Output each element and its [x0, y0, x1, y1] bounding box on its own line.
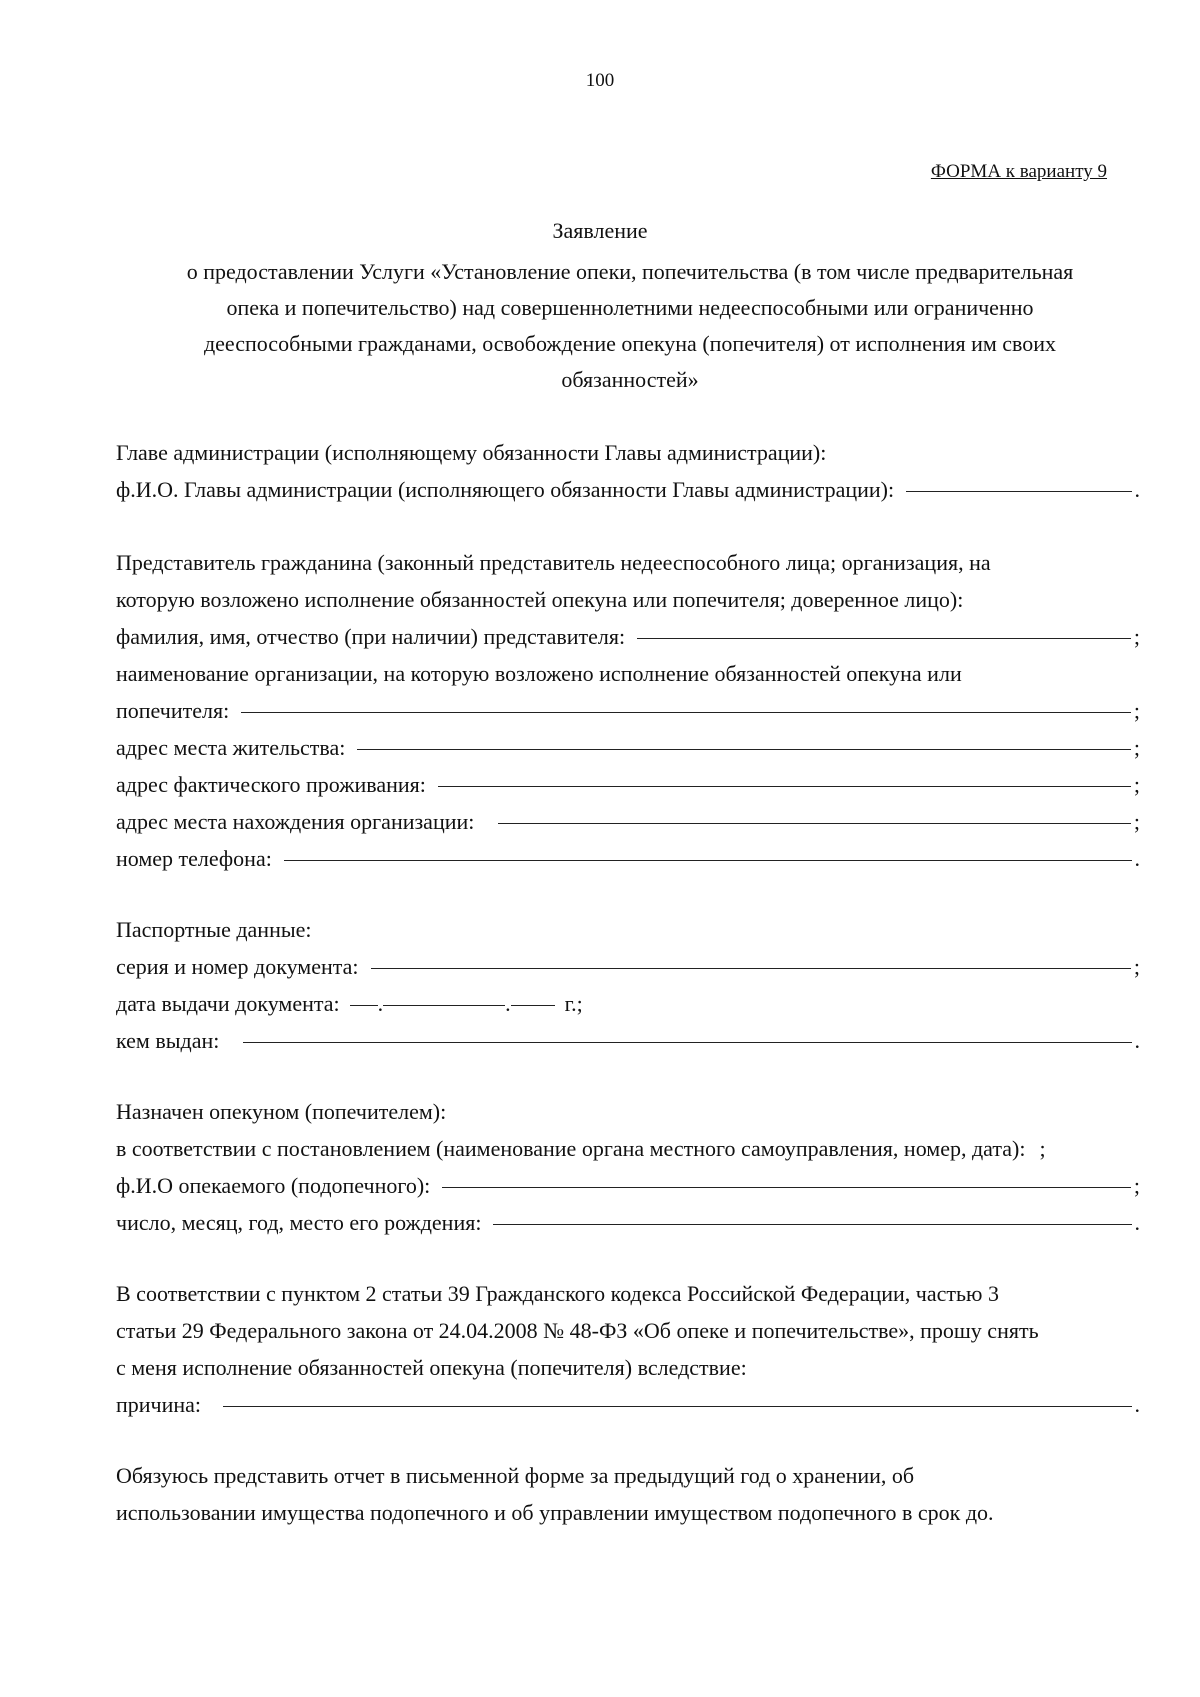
page-number: 100 [585, 70, 615, 91]
subtitle-line: о предоставлении Услуги «Установление опеки, попечительства (в том числе предварительная [186, 259, 1074, 284]
organization-address-field[interactable] [498, 823, 1130, 824]
subtitle-line: дееспособными гражданами, освобождение опекуна (попечителя) от исполнения им своих [203, 331, 1057, 356]
organization-label-line: наименование организации, на которую возложено исполнение обязанностей опекуна или [116, 661, 962, 686]
birth-line: число, месяц, год, место его рождения: . [116, 1210, 1140, 1235]
passport-day-field[interactable] [350, 1005, 378, 1006]
head-fio-field[interactable] [906, 491, 1131, 492]
passport-heading: Паспортные данные: [116, 917, 312, 942]
request-line-1: В соответствии с пунктом 2 статьи 39 Гражданского кодекса Российской Федерации, частью 3 [116, 1281, 999, 1306]
appointment-heading: Назначен опекуном (попечителем): [116, 1099, 447, 1124]
subtitle-line: опека и попечительство) над совершеннолетними недееспособными или ограниченно [226, 295, 1034, 320]
reason-line: причина: . [116, 1392, 1140, 1417]
representative-intro-2: которую возложено исполнение обязанностей опекуна или попечителя; доверенное лицо): [116, 587, 964, 612]
actual-address-field[interactable] [438, 786, 1131, 787]
passport-series-field[interactable] [371, 968, 1131, 969]
representative-fio-field[interactable] [637, 638, 1131, 639]
request-line-2: статьи 29 Федерального закона от 24.04.2008 № 48-ФЗ «Об опеке и попечительстве», прошу снять [116, 1318, 1039, 1343]
passport-issued-line: кем выдан: . [116, 1028, 1140, 1053]
decree-line: в соответствии с постановлением (наименование органа местного самоуправления, номер, дата): ; [116, 1136, 1046, 1161]
passport-issued-field[interactable] [243, 1042, 1131, 1043]
document-subtitle [130, 254, 1130, 398]
birth-field[interactable] [493, 1224, 1131, 1225]
passport-series-line: серия и номер документа: ; [116, 954, 1140, 979]
head-addressee-line: Главе администрации (исполняющему обязанности Главы администрации): [116, 440, 827, 465]
passport-date-line: дата выдачи документа: . . г.; [116, 991, 583, 1016]
head-fio-line: ф.И.О. Главы администрации (исполняющего обязанности Главы администрации): . [116, 477, 1140, 502]
obligation-line-1: Обязуюсь представить отчет в письменной форме за предыдущий год о хранении, об [116, 1463, 915, 1488]
organization-line: попечителя: ; [116, 698, 1140, 723]
request-line-3: с меня исполнение обязанностей опекуна (попечителя) вследствие: [116, 1355, 747, 1380]
ward-line: ф.И.О опекаемого (подопечного): ; [116, 1173, 1140, 1198]
phone-line: номер телефона: . [116, 846, 1140, 871]
organization-address-line: адрес места нахождения организации: ; [116, 809, 1140, 834]
organization-field[interactable] [241, 712, 1131, 713]
residence-field[interactable] [357, 749, 1130, 750]
passport-month-field[interactable] [383, 1005, 505, 1006]
representative-fio-line: фамилия, имя, отчество (при наличии) представителя: ; [116, 624, 1140, 649]
passport-year-field[interactable] [511, 1005, 555, 1006]
ward-fio-field[interactable] [442, 1187, 1131, 1188]
residence-line: адрес места жительства: ; [116, 735, 1140, 760]
obligation-line-2: использовании имущества подопечного и об управлении имуществом подопечного в срок до. [116, 1500, 994, 1525]
reason-field[interactable] [223, 1406, 1131, 1407]
document-title: Заявление [552, 218, 648, 243]
actual-address-line: адрес фактического проживания: ; [116, 772, 1140, 797]
subtitle-line: обязанностей» [561, 367, 699, 392]
phone-field[interactable] [284, 860, 1132, 861]
form-reference: ФОРМА к варианту 9 [930, 161, 1107, 182]
representative-intro-1: Представитель гражданина (законный представитель недееспособного лица; организация, на [116, 550, 991, 575]
